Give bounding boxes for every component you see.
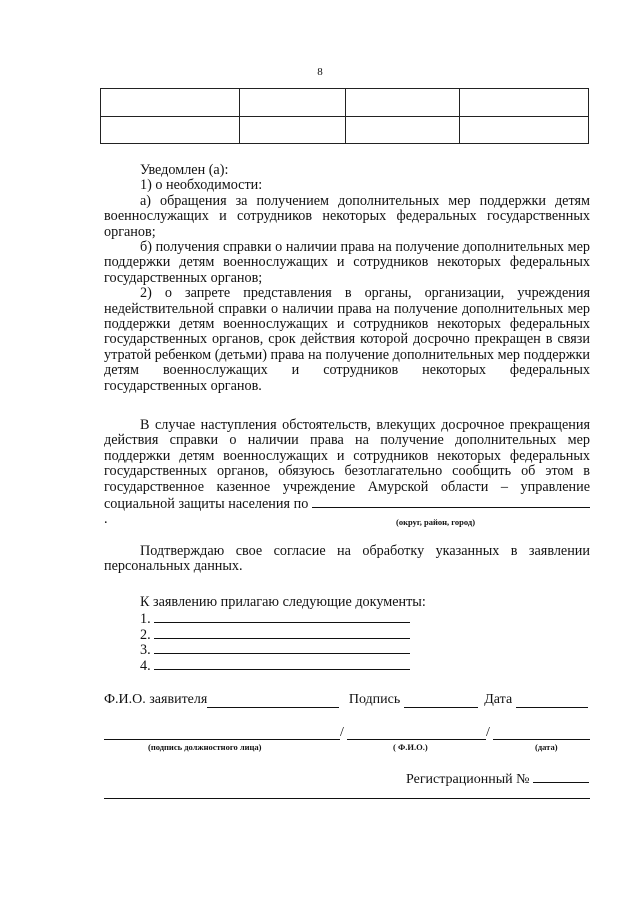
document-field-1[interactable] (154, 610, 410, 623)
obligation-text: В случае наступления обстоятельств, влекущих досрочное прекращения действия справки о наличии права на получение дополнительных мер поддержки детям военнослужащих и сотрудников некоторых федеральных государственных органов, обязуюсь безотлагательно сообщить об этом в государственное казенное учреждение Амурской области – управление социальной защиты населения по (104, 417, 590, 513)
table-cell (346, 116, 460, 144)
table-cell (240, 89, 346, 117)
list-item: 3. (104, 641, 590, 656)
notice-item-1: 1) о необходимости: (140, 177, 263, 194)
documents-block (104, 595, 590, 672)
official-signature-line[interactable] (104, 739, 340, 740)
list-item: 1. (104, 610, 590, 625)
table-cell (101, 89, 240, 117)
date-field[interactable] (516, 695, 588, 708)
table-row (101, 89, 589, 117)
fio-label: Ф.И.О. заявителя (104, 692, 208, 707)
table-cell (460, 116, 589, 144)
notice-block (104, 163, 590, 394)
bottom-rule (104, 798, 590, 799)
document-field-2[interactable] (154, 626, 410, 639)
consent-block (104, 544, 590, 575)
official-signature-caption: (подпись должностного лица) (148, 742, 262, 752)
official-date-caption: (дата) (535, 742, 558, 752)
table-row (101, 116, 589, 144)
documents-title: К заявлению прилагаю следующие документы: (140, 594, 426, 610)
notice-item-b: б) получения справки о наличии права на получение дополнительных мер поддержки детям военнослужащих и сотрудников некоторых федеральных государственных органов; (104, 239, 590, 286)
registration-label: Регистрационный № (406, 772, 530, 787)
notice-item-a: а) обращения за получением дополнительных мер поддержки детям военнослужащих и сотрудников некоторых федеральных государственных органов; (104, 192, 590, 240)
table-cell (460, 89, 589, 117)
notice-item-2: 2) о запрете представления в органы, организации, учреждения недействительной справки о наличии права на получение дополнительных мер поддержки детям военнослужащих и сотрудников некоторых федеральных государственных органов, срок действия которой досрочно прекращен в связи утратой ребенком (детьми) права на получение дополнительных мер поддержки детям военнослужащих и сотрудников некоторых федеральных государственных органов. (104, 285, 590, 394)
document-field-4[interactable] (154, 657, 410, 670)
obligation-block (104, 418, 590, 528)
slash-1: / (340, 725, 344, 740)
data-table (100, 88, 589, 144)
sign-label: Подпись (348, 692, 401, 707)
list-item: 4. (104, 657, 590, 672)
documents-list (104, 610, 590, 672)
table-cell (346, 89, 460, 117)
notice-title: Уведомлен (а): (140, 162, 229, 178)
fio-field[interactable] (207, 695, 339, 708)
obligation-end: . (104, 511, 108, 528)
registration-row (406, 770, 589, 788)
consent-text: Подтверждаю свое согласие на обработку указанных в заявлении персональных данных. (104, 543, 590, 575)
document-field-3[interactable] (154, 641, 410, 654)
page-number: 8 (317, 66, 323, 78)
district-caption: (округ, район, город) (396, 517, 476, 527)
slash-2: / (486, 725, 490, 740)
date-label: Дата (484, 692, 513, 707)
district-field[interactable] (312, 495, 590, 508)
official-date-line[interactable] (493, 739, 590, 740)
official-fio-caption: ( Ф.И.О.) (393, 742, 428, 752)
table-cell (101, 116, 240, 144)
sign-field[interactable] (404, 695, 478, 708)
table-cell (240, 116, 346, 144)
list-item: 2. (104, 626, 590, 641)
registration-field[interactable] (533, 770, 589, 783)
official-fio-line[interactable] (347, 739, 486, 740)
signature-row (104, 692, 594, 708)
obligation-paragraph (104, 418, 590, 528)
